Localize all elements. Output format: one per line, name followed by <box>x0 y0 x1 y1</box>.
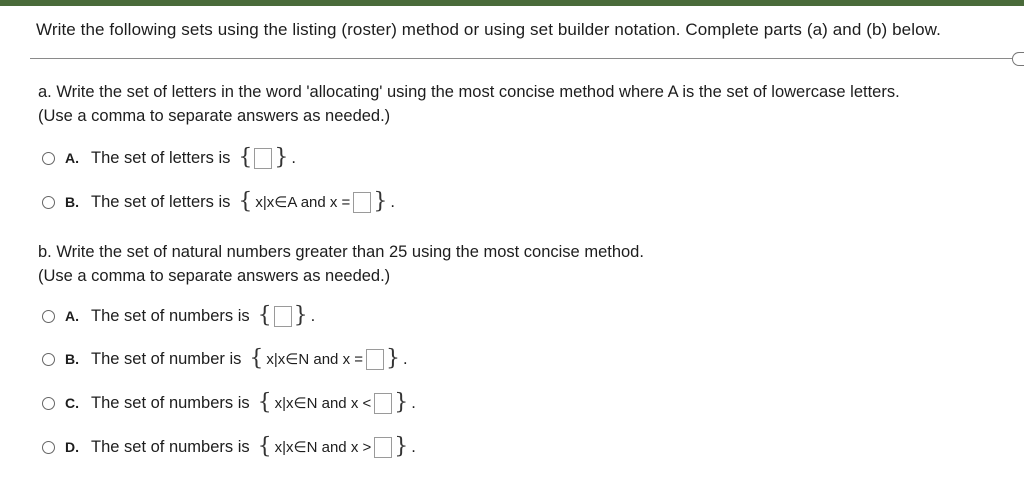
period: . <box>411 437 416 456</box>
option-text: The set of numbers is <box>91 393 250 412</box>
part-b-option-d[interactable] <box>42 434 416 460</box>
set-builder-expression: x|x∈A and x = <box>255 194 351 211</box>
part-b-prompt: b. Write the set of natural numbers greater than 25 using the most concise method. <box>38 243 644 261</box>
question-instruction: Write the following sets using the listing (roster) method or using set builder notation. Complete parts (a) and (b) below. <box>36 20 941 39</box>
option-letter: B. <box>65 194 79 210</box>
answer-input-box[interactable] <box>366 349 384 370</box>
option-text: The set of letters is <box>91 192 231 211</box>
option-text: The set of numbers is <box>91 306 250 325</box>
open-brace: { <box>257 434 272 459</box>
part-b-option-b[interactable] <box>42 346 408 372</box>
option-letter: B. <box>65 351 79 367</box>
open-brace: { <box>238 189 253 214</box>
section-divider <box>30 58 1012 59</box>
radio-button-icon[interactable] <box>42 310 55 323</box>
open-brace: { <box>257 303 272 328</box>
set-builder-expression: x|x∈N and x < <box>274 395 372 412</box>
close-brace: } <box>394 434 409 459</box>
top-accent-bar <box>0 0 1024 6</box>
part-b-option-a[interactable] <box>42 303 315 329</box>
radio-button-icon[interactable] <box>42 441 55 454</box>
open-brace: { <box>249 346 264 371</box>
close-brace: } <box>293 303 308 328</box>
answer-input-box[interactable] <box>353 192 371 213</box>
part-a-option-b[interactable] <box>42 189 395 215</box>
period: . <box>403 349 408 368</box>
answer-input-box[interactable] <box>254 148 272 169</box>
period: . <box>291 148 296 167</box>
part-a-option-a[interactable] <box>42 145 296 171</box>
period: . <box>310 306 316 325</box>
radio-button-icon[interactable] <box>42 397 55 410</box>
set-builder-expression: x|x∈N and x = <box>266 351 363 368</box>
option-text: The set of letters is <box>91 148 231 167</box>
part-a-note: (Use a comma to separate answers as needed.) <box>38 107 391 125</box>
option-text: The set of numbers is <box>91 437 250 456</box>
period: . <box>390 192 395 211</box>
radio-button-icon[interactable] <box>42 353 55 366</box>
option-text: The set of number is <box>91 349 242 368</box>
part-b-question <box>38 240 644 288</box>
set-builder-expression: x|x∈N and x > <box>274 439 372 456</box>
close-brace: } <box>394 390 409 415</box>
option-letter: A. <box>65 308 79 324</box>
option-letter: A. <box>65 150 79 166</box>
part-b-option-c[interactable] <box>42 390 416 416</box>
part-a-question <box>38 80 900 128</box>
close-brace: } <box>373 189 388 214</box>
part-a-prompt: a. Write the set of letters in the word 'allocating' using the most concise method where A is the set of lowercase letters. <box>38 83 900 101</box>
period: . <box>411 393 416 412</box>
close-brace: } <box>274 145 289 170</box>
close-brace: } <box>386 346 400 371</box>
option-letter: C. <box>65 395 79 411</box>
option-letter: D. <box>65 439 79 455</box>
open-brace: { <box>257 390 272 415</box>
part-b-note: (Use a comma to separate answers as needed.) <box>38 267 391 285</box>
collapse-tab-icon[interactable] <box>1012 52 1024 66</box>
open-brace: { <box>238 145 253 170</box>
radio-button-icon[interactable] <box>42 152 55 165</box>
answer-input-box[interactable] <box>374 393 392 414</box>
radio-button-icon[interactable] <box>42 196 55 209</box>
answer-input-box[interactable] <box>374 437 392 458</box>
answer-input-box[interactable] <box>274 306 292 327</box>
